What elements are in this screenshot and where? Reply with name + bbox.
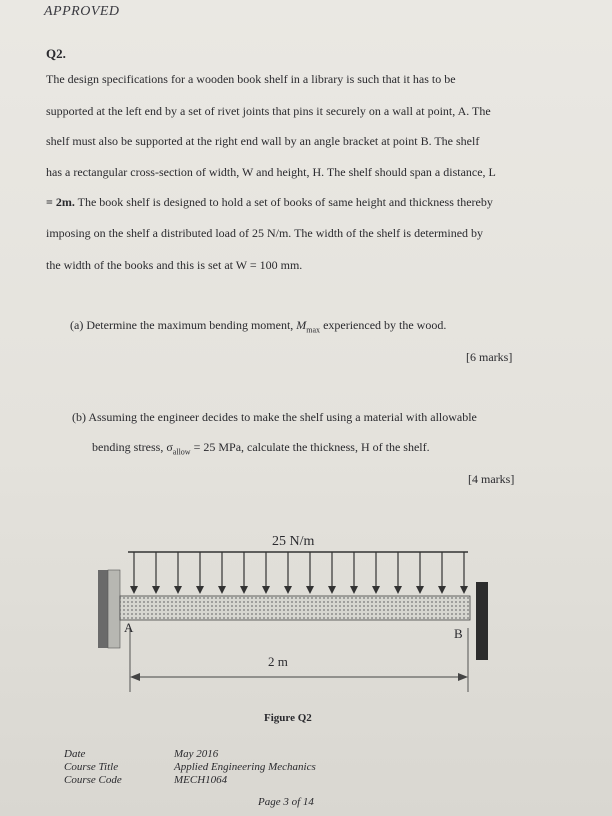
part-a-marks: [6 marks] <box>466 350 513 364</box>
beam-diagram <box>90 520 510 730</box>
left-wall-face <box>108 570 120 648</box>
figure-caption: Figure Q2 <box>264 712 312 724</box>
part-a-text-end: experienced by the wood. <box>320 318 447 332</box>
part-b-text-end: = 25 MPa, calculate the thickness, H of the shelf. <box>190 440 430 454</box>
part-a-text: (a) Determine the maximum bending moment, <box>70 318 297 332</box>
paragraph-line: shelf must also be supported at the right end wall by an angle bracket at point B. The shelf <box>46 134 480 148</box>
footer-date-label: Date <box>64 748 86 760</box>
part-b-question: (b) Assuming the engineer decides to make the shelf using a material with allowable <box>72 410 477 424</box>
paragraph-line: imposing on the shelf a distributed load of 25 N/m. The width of the shelf is determined by <box>46 226 484 240</box>
moment-symbol: M <box>296 318 307 332</box>
paragraph-line: supported at the left end by a set of rivet joints that pins it securely on a wall at point, A. The <box>46 104 491 118</box>
footer-title-label: Course Title <box>64 761 119 773</box>
page-number: Page 3 of 14 <box>258 796 314 808</box>
paragraph-line: The design specifications for a wooden book shelf in a library is such that it has to be <box>46 72 456 86</box>
span-label: 2 m <box>268 654 288 669</box>
stress-subscript: allow <box>172 447 191 457</box>
part-b-question-line2 <box>92 440 430 456</box>
moment-subscript: max <box>306 325 321 335</box>
right-wall <box>476 582 488 660</box>
left-wall <box>98 570 108 648</box>
dimension-arrow-left <box>130 673 140 681</box>
approved-stamp: APPROVED <box>44 4 120 19</box>
paragraph-line-text: The book shelf is designed to hold a set of books of same height and thickness thereby <box>74 195 493 209</box>
stress-label: bending stress, σ <box>92 440 173 454</box>
support-b-label: B <box>454 626 463 641</box>
question-number: Q2. <box>46 46 66 61</box>
paragraph-line <box>46 195 493 210</box>
footer-code-label: Course Code <box>64 774 122 786</box>
shelf-beam <box>120 596 470 620</box>
paragraph-line: the width of the books and this is set at W = 100 mm. <box>46 258 303 272</box>
span-value: = 2m. <box>46 195 75 209</box>
dimension-arrow-right <box>458 673 468 681</box>
footer-code-value: MECH1064 <box>174 774 228 786</box>
part-b-marks: [4 marks] <box>468 472 515 486</box>
footer-date-value: May 2016 <box>174 748 219 760</box>
beam-figure <box>90 520 510 730</box>
part-a-question <box>70 318 446 334</box>
footer-title-value: Applied Engineering Mechanics <box>174 761 316 773</box>
load-label: 25 N/m <box>272 534 315 549</box>
paragraph-line: has a rectangular cross-section of width, W and height, H. The shelf should span a distance, L <box>46 165 496 179</box>
support-a-label: A <box>124 620 134 635</box>
load-arrows <box>130 552 468 594</box>
